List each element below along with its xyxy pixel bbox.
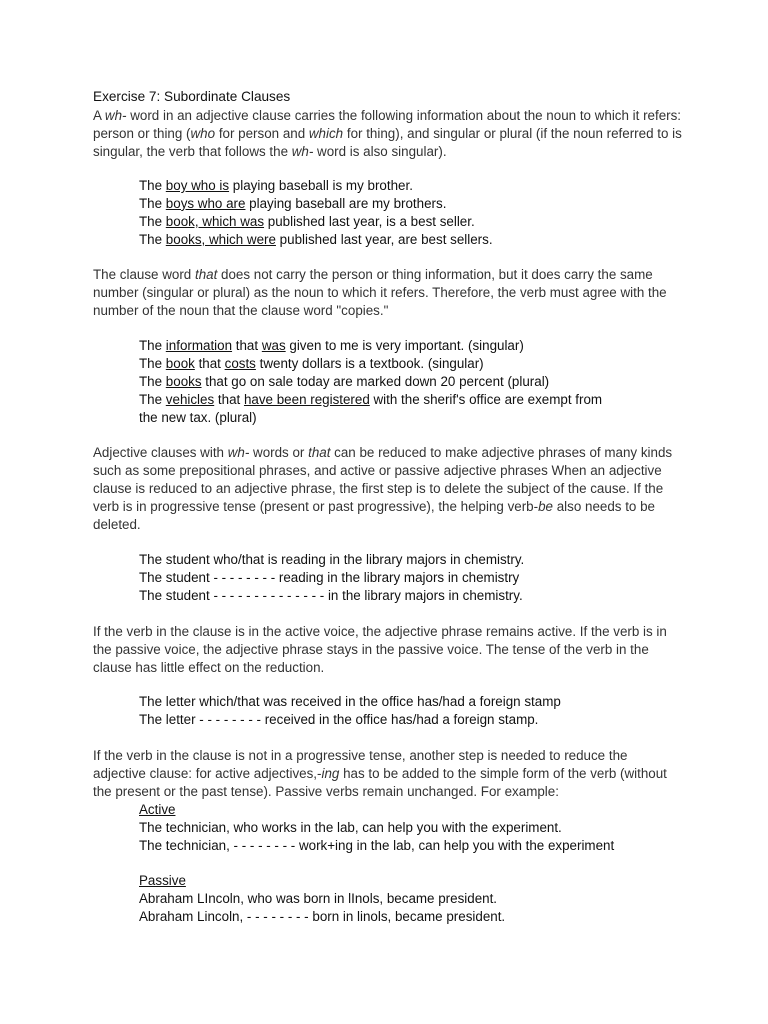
text-run: that <box>232 338 262 353</box>
text-run: that go on sale today are marked down 20 percent (plural) <box>201 373 550 389</box>
underlined-text: books, which were <box>165 231 276 247</box>
example-line <box>139 391 699 409</box>
example-line <box>139 195 699 213</box>
text-run: The clause word <box>93 267 195 282</box>
text-run: twenty dollars is a textbook. (singular) <box>255 355 484 371</box>
underlined-text: boy who is <box>165 178 230 193</box>
passive-heading: Passive <box>139 873 186 888</box>
example-line <box>139 355 699 373</box>
underlined-text: was <box>261 338 286 353</box>
paragraph-voice: If the verb in the clause is in the active voice, the adjective phrase remains active. If the verb is in the passive voice, the adjective phrase stays in the passive voice. The tense of the verb in the clause has little effect on the reduction. <box>93 624 667 675</box>
example-block-3 <box>139 551 699 605</box>
underlined-text: have been registered <box>243 391 370 407</box>
text-run: has to be added to the simple form of the verb (without the present or the past tense). Passive verbs remain unchanged. For example: <box>93 765 667 799</box>
example-block-4 <box>139 693 699 729</box>
text-run: wh- <box>227 445 250 460</box>
text-run: published last year, are best sellers. <box>275 231 493 247</box>
example-line: Abraham LIncoln, who was born in lInols, became president. <box>139 890 498 906</box>
text-run: which <box>308 125 344 141</box>
text-run: If the verb in the clause is not in a progressive tense, another step is needed to reduce the adjective clause: for active adjectives,- <box>93 748 628 781</box>
example-line <box>139 231 699 249</box>
example-line <box>139 337 699 355</box>
paragraph-reduction <box>93 444 683 534</box>
example-block-active <box>139 801 699 855</box>
text-run: The <box>139 391 166 407</box>
text-run: wh- <box>104 108 127 123</box>
text-run: word is also singular). <box>313 143 447 159</box>
text-run: that <box>194 267 218 282</box>
text-run: with the sherif's office are exempt from <box>369 391 603 407</box>
underlined-text: book <box>165 355 195 371</box>
paragraph-that <box>93 266 683 320</box>
example-line: the new tax. (plural) <box>139 409 257 425</box>
underlined-text: vehicles <box>165 391 215 407</box>
exercise-title: Exercise 7: Subordinate Clauses <box>93 89 291 104</box>
example-line: The technician, - - - - - - - - work+ing in the lab, can help you with the experiment <box>139 837 615 853</box>
example-line <box>139 373 699 391</box>
example-line: Abraham Lincoln, - - - - - - - - born in linols, became president. <box>139 908 506 924</box>
text-run: published last year, is a best seller. <box>264 213 475 229</box>
example-line: The student - - - - - - - - reading in the library majors in chemistry <box>139 569 520 585</box>
text-run: A <box>93 108 105 123</box>
text-run: can be reduced to make adjective phrases of many kinds such as some prepositional phrases, and active or passive adjective phrases When an adjective clause is reduced to an adjective phrase, the first step is to delete the subject of the cause. If the verb is in progressive tense (present or past progressive), the helping verb- <box>93 445 673 514</box>
example-line: The letter - - - - - - - - received in the office has/had a foreign stamp. <box>139 711 539 727</box>
underlined-text: information <box>165 338 233 353</box>
example-block-passive <box>139 872 699 926</box>
text-run: The <box>139 355 166 371</box>
text-run: does not carry the person or thing information, but it does carry the same number (singular or plural) as the noun to which it refers. Therefore, the verb must agree with the number of the noun that the clause word "copies." <box>93 267 667 318</box>
text-run: The <box>139 178 166 193</box>
example-line: The student who/that is reading in the library majors in chemistry. <box>139 552 525 567</box>
example-block-1 <box>139 177 699 249</box>
text-run: also needs to be deleted. <box>93 498 655 532</box>
text-run: The <box>139 373 166 389</box>
text-run: who <box>190 125 216 141</box>
text-run: for person and <box>215 125 309 141</box>
intro-paragraph <box>93 107 683 161</box>
underlined-text: books <box>165 373 202 389</box>
underlined-text: book, which was <box>165 213 265 229</box>
text-run: words or <box>249 445 309 460</box>
text-run: The <box>139 231 166 247</box>
text-run: wh- <box>291 143 314 159</box>
text-run: be <box>538 498 553 514</box>
text-run: given to me is very important. (singular) <box>285 338 524 353</box>
example-line: The letter which/that was received in the office has/had a foreign stamp <box>139 694 561 709</box>
text-run: The <box>139 195 166 211</box>
underlined-text: boys who are <box>165 195 246 211</box>
text-run: Adjective clauses with <box>93 445 228 460</box>
active-heading: Active <box>139 802 176 817</box>
example-line <box>139 177 699 195</box>
text-run: that <box>308 445 331 460</box>
text-run: that <box>194 355 225 371</box>
text-run: that <box>214 391 244 407</box>
text-run: ing <box>321 765 340 781</box>
text-run: playing baseball are my brothers. <box>245 195 447 211</box>
example-line: The student - - - - - - - - - - - - - - in the library majors in chemistry. <box>139 587 523 603</box>
text-run: for thing), and singular or plural (if the noun referred to is singular, the verb that follows the <box>93 125 682 159</box>
example-line: The technician, who works in the lab, can help you with the experiment. <box>139 819 562 835</box>
underlined-text: costs <box>224 355 256 371</box>
text-run: The <box>139 213 166 229</box>
text-run: playing baseball is my brother. <box>229 178 413 193</box>
example-line <box>139 213 699 231</box>
text-run: word in an adjective clause carries the following information about the noun to which it refers: person or thing ( <box>93 108 682 141</box>
example-block-2 <box>139 337 699 427</box>
paragraph-progressive <box>93 747 683 801</box>
text-run: The <box>139 338 166 353</box>
